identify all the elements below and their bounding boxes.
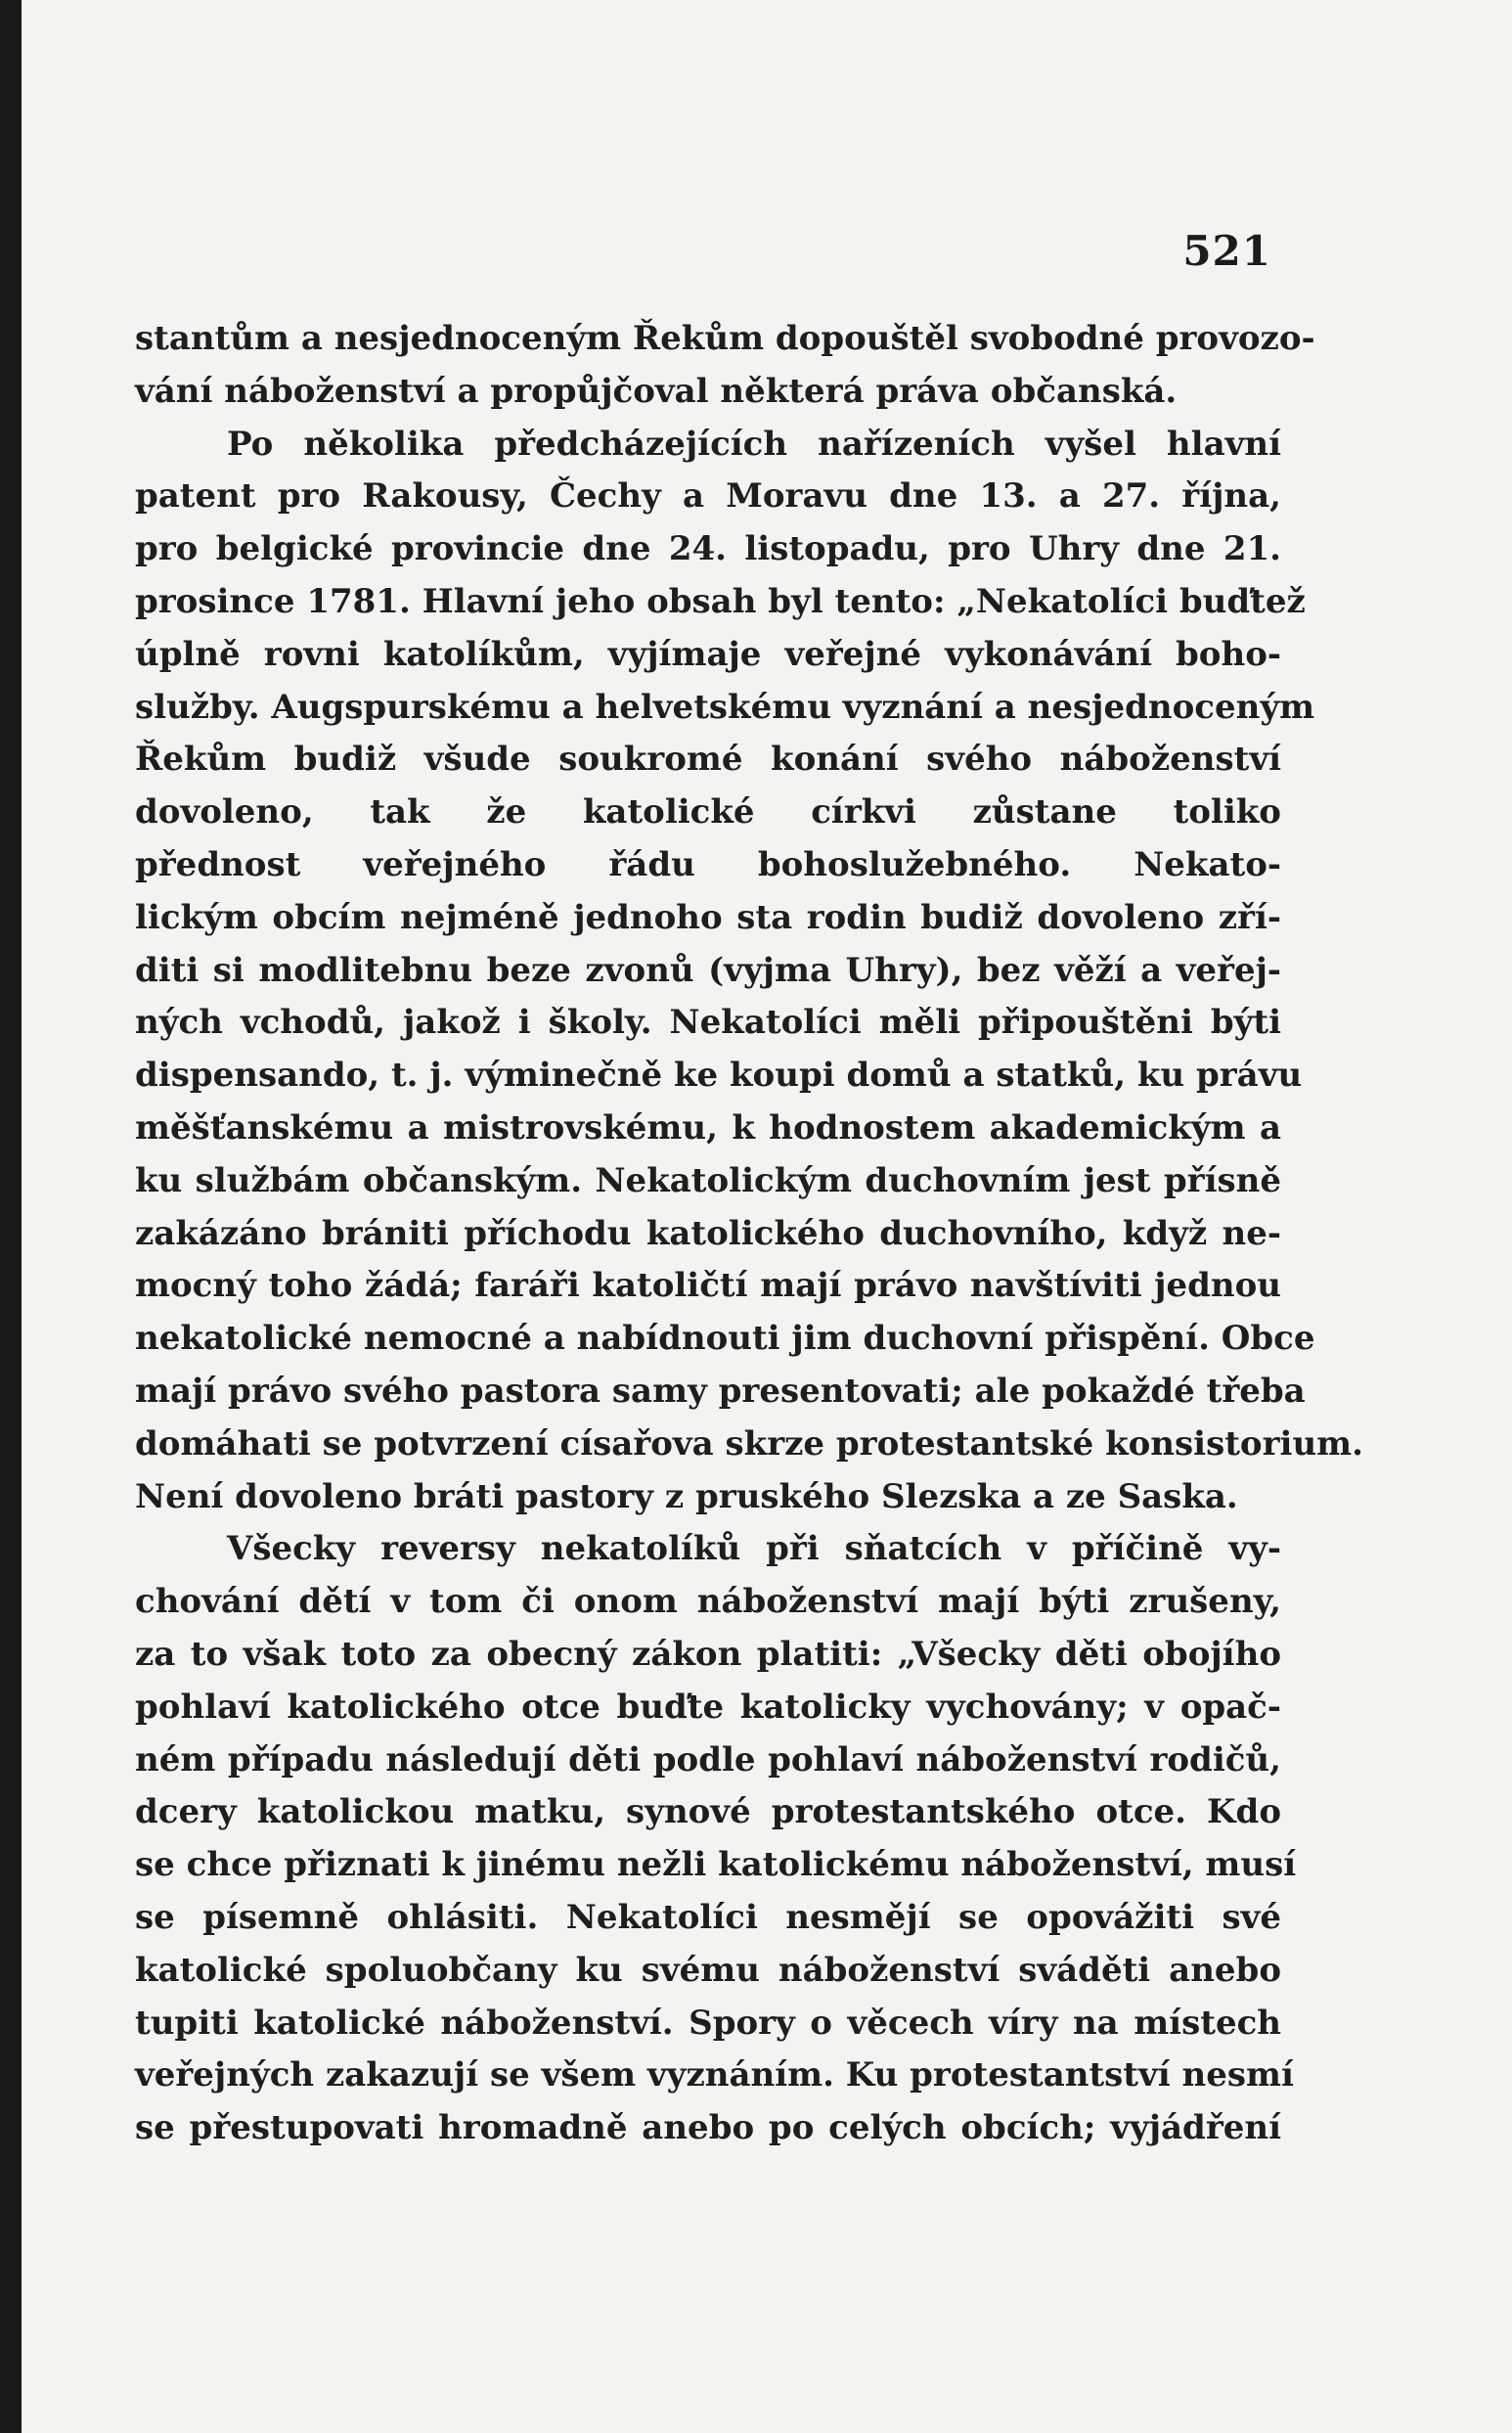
text-line: vání náboženství a propůjčoval některá práva občanská.: [135, 371, 1178, 411]
text-line: dcery katolickou matku, synové protestantského otce. Kdo: [135, 1792, 1281, 1832]
text-line: se přestupovati hromadně anebo po celých obcích; vyjádření: [135, 2108, 1281, 2148]
text-line: Po několika předcházejících nařízeních vyšel hlavní: [227, 424, 1281, 464]
text-line: patent pro Rakousy, Čechy a Moravu dne 13. a 27. října,: [135, 476, 1281, 517]
text-line: pro belgické provincie dne 24. listopadu, pro Uhry dne 21.: [135, 529, 1281, 569]
text-line: za to však toto za obecný zákon platiti: „Všecky děti obojího: [135, 1634, 1281, 1674]
text-line: tupiti katolické náboženství. Spory o věcech víry na místech: [135, 2003, 1281, 2043]
text-line: mají právo svého pastora samy presentovati; ale pokaždé třeba: [135, 1371, 1306, 1411]
text-line: Není dovoleno bráti pastory z pruského Slezska a ze Saska.: [135, 1476, 1238, 1516]
text-line: katolické spoluobčany ku svému náboženství sváděti anebo: [135, 1950, 1281, 1990]
text-line: dovoleno, tak že katolické církvi zůstane toliko: [135, 792, 1281, 833]
text-line: úplně rovni katolíkům, vyjímaje veřejné vykonávání boho-: [135, 634, 1281, 674]
text-line: zakázáno brániti příchodu katolického duchovního, když ne-: [135, 1213, 1281, 1253]
text-line: ném případu následují děti podle pohlaví náboženství rodičů,: [135, 1739, 1281, 1780]
text-line: diti si modlitebnu beze zvonů (vyjma Uhry), bez věží a veřej-: [135, 950, 1281, 990]
text-line: stantům a nesjednoceným Řekům dopouštěl svobodné provozo-: [135, 319, 1315, 358]
text-line: prosince 1781. Hlavní jeho obsah byl tento: „Nekatolíci buďtež: [135, 581, 1306, 621]
text-line: chování dětí v tom či onom náboženství mají býti zrušeny,: [135, 1582, 1281, 1622]
text-line: Všecky reversy nekatolíků při sňatcích v příčině vy-: [227, 1529, 1281, 1569]
text-line: pohlaví katolického otce buďte katolicky vychovány; v opač-: [135, 1687, 1281, 1727]
text-line: veřejných zakazují se všem vyznáním. Ku protestantství nesmí: [135, 2055, 1294, 2095]
text-line: se písemně ohlásiti. Nekatolíci nesmějí se opovážiti své: [135, 1897, 1281, 1937]
page-number: 521: [1182, 227, 1271, 275]
text-line: přednost veřejného řádu bohoslužebného. Nekato-: [135, 844, 1281, 884]
text-line: služby. Augspurskému a helvetskému vyznání a nesjednoceným: [135, 687, 1315, 727]
book-page: [22, 0, 1512, 2433]
text-line: domáhati se potvrzení císařova skrze protestantské konsistorium.: [135, 1423, 1363, 1464]
text-line: ku službám občanským. Nekatolickým duchovním jest přísně: [135, 1160, 1281, 1200]
text-line: se chce přiznati k jinému nežli katolickému náboženství, musí: [135, 1845, 1297, 1885]
text-line: ných vchodů, jakož i školy. Nekatolíci měli připouštěni býti: [135, 1003, 1281, 1043]
text-line: nekatolické nemocné a nabídnouti jim duchovní přispění. Obce: [135, 1319, 1315, 1359]
text-line: mocný toho žádá; faráři katoličtí mají právo navštíviti jednou: [135, 1266, 1281, 1306]
body-text: [135, 313, 1363, 2155]
text-line: měšťanskému a mistrovskému, k hodnostem akademickým a: [135, 1107, 1281, 1148]
text-line: Řekům budiž všude soukromé konání svého náboženství: [135, 740, 1281, 780]
text-line: lickým obcím nejméně jednoho sta rodin budiž dovoleno zří-: [135, 897, 1281, 937]
text-line: dispensando, t. j. výminečně ke koupi domů a statků, ku právu: [135, 1056, 1303, 1096]
